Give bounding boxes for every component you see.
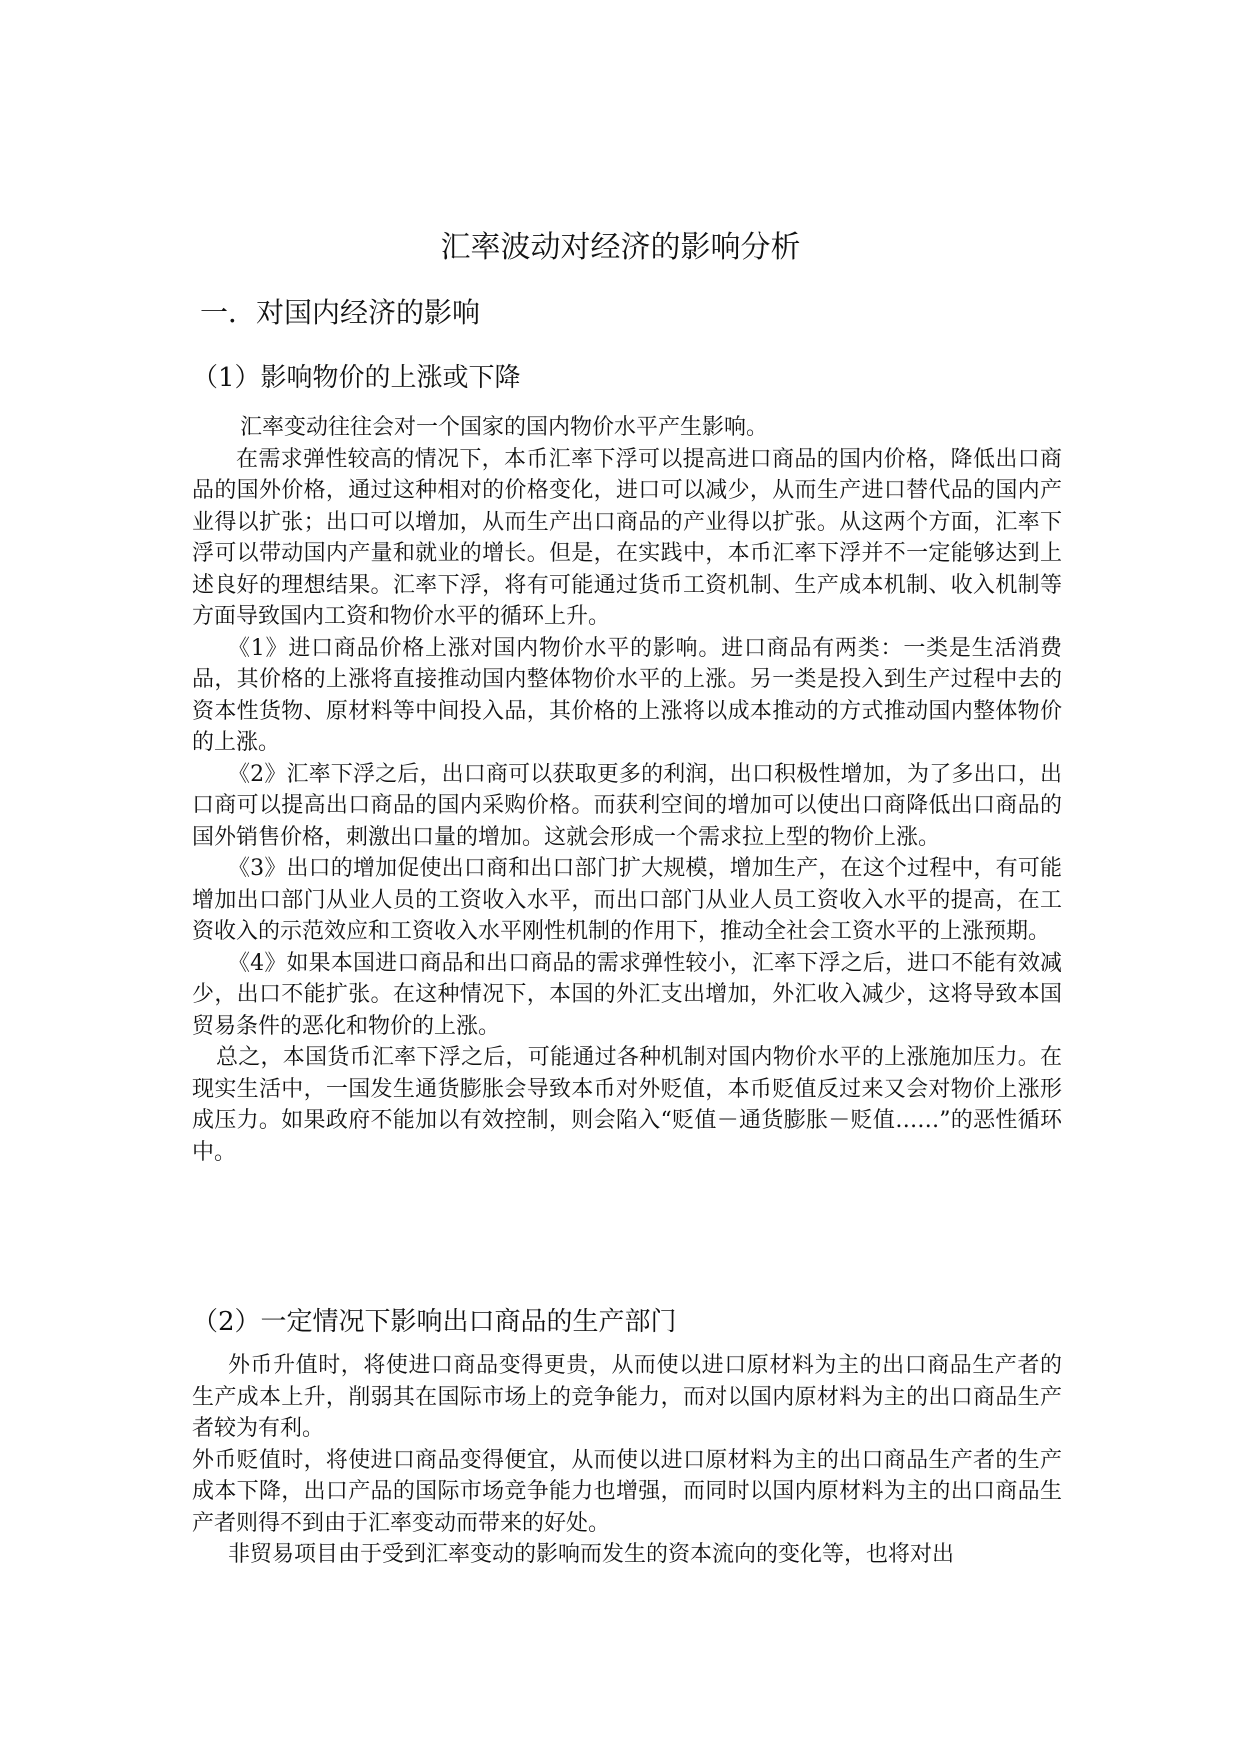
subsection-heading-2: （2）一定情况下影响出口商品的生产部门 bbox=[192, 1307, 677, 1337]
section-heading: 一．对国内经济的影响 bbox=[200, 296, 481, 329]
document-title: 汇率波动对经济的影响分析 bbox=[440, 230, 801, 265]
paragraph: 总之，本国货币汇率下浮之后，可能通过各种机制对国内物价水平的上涨施加压力。在现实生活中，一国发生通货膨胀会导致本币对外贬值，本币贬值反过来又会对物价上涨形成压力。如果政府不能加以有效控制，则会陷入“贬值－通货膨胀－贬值……”的恶性循环中。 bbox=[192, 1045, 1062, 1165]
paragraph: 非贸易项目由于受到汇率变动的影响而发生的资本流向的变化等，也将对出 bbox=[228, 1542, 955, 1567]
subsection-2-body bbox=[192, 1350, 1062, 1571]
subsection-1-body bbox=[192, 412, 1062, 1168]
subsection-heading-1: （1）影响物价的上涨或下降 bbox=[192, 363, 521, 393]
paragraph: 《3》出口的增加促使出口商和出口部门扩大规模，增加生产，在这个过程中，有可能增加出口部门从业人员的工资收入水平，而出口部门从业人员工资收入水平的提高，在工资收入的示范效应和工资收入水平刚性机制的作用下，推动全社会工资水平的上涨预期。 bbox=[192, 856, 1062, 944]
paragraph: 《1》进口商品价格上涨对国内物价水平的影响。进口商品有两类：一类是生活消费品，其价格的上涨将直接推动国内整体物价水平的上涨。另一类是投入到生产过程中去的资本性货物、原材料等中间投入品，其价格的上涨将以成本推动的方式推动国内整体物价的上涨。 bbox=[192, 635, 1062, 755]
paragraph: 《4》如果本国进口商品和出口商品的需求弹性较小，汇率下浮之后，进口不能有效减少，出口不能扩张。在这种情况下，本国的外汇支出增加，外汇收入减少，这将导致本国贸易条件的恶化和物价的上涨。 bbox=[192, 950, 1062, 1039]
paragraph: 外币升值时，将使进口商品变得更贵，从而使以进口原材料为主的出口商品生产者的生产成本上升，削弱其在国际市场上的竞争能力，而对以国内原材料为主的出口商品生产者较为有利。 bbox=[192, 1353, 1062, 1441]
paragraph: 汇率变动往往会对一个国家的国内物价水平产生影响。 bbox=[240, 415, 769, 440]
paragraph: 在需求弹性较高的情况下，本币汇率下浮可以提高进口商品的国内价格，降低出口商品的国外价格，通过这种相对的价格变化，进口可以减少，从而生产进口替代品的国内产业得以扩张；出口可以增加，从而生产出口商品的产业得以扩张。从这两个方面，汇率下浮可以带动国内产量和就业的增长。但是，在实践中，本币汇率下浮并不一定能够达到上述良好的理想结果。汇率下浮，将有可能通过货币工资机制、生产成本机制、收入机制等方面导致国内工资和物价水平的循环上升。 bbox=[192, 446, 1062, 629]
paragraph: 外币贬值时，将使进口商品变得便宜，从而使以进口原材料为主的出口商品生产者的生产成本下降，出口产品的国际市场竞争能力也增强，而同时以国内原材料为主的出口商品生产者则得不到由于汇率变动而带来的好处。 bbox=[192, 1447, 1062, 1536]
paragraph: 《2》汇率下浮之后，出口商可以获取更多的利润，出口积极性增加，为了多出口，出口商可以提高出口商品的国内采购价格。而获利空间的增加可以使出口商降低出口商品的国外销售价格，刺激出口量的增加。这就会形成一个需求拉上型的物价上涨。 bbox=[192, 761, 1062, 850]
